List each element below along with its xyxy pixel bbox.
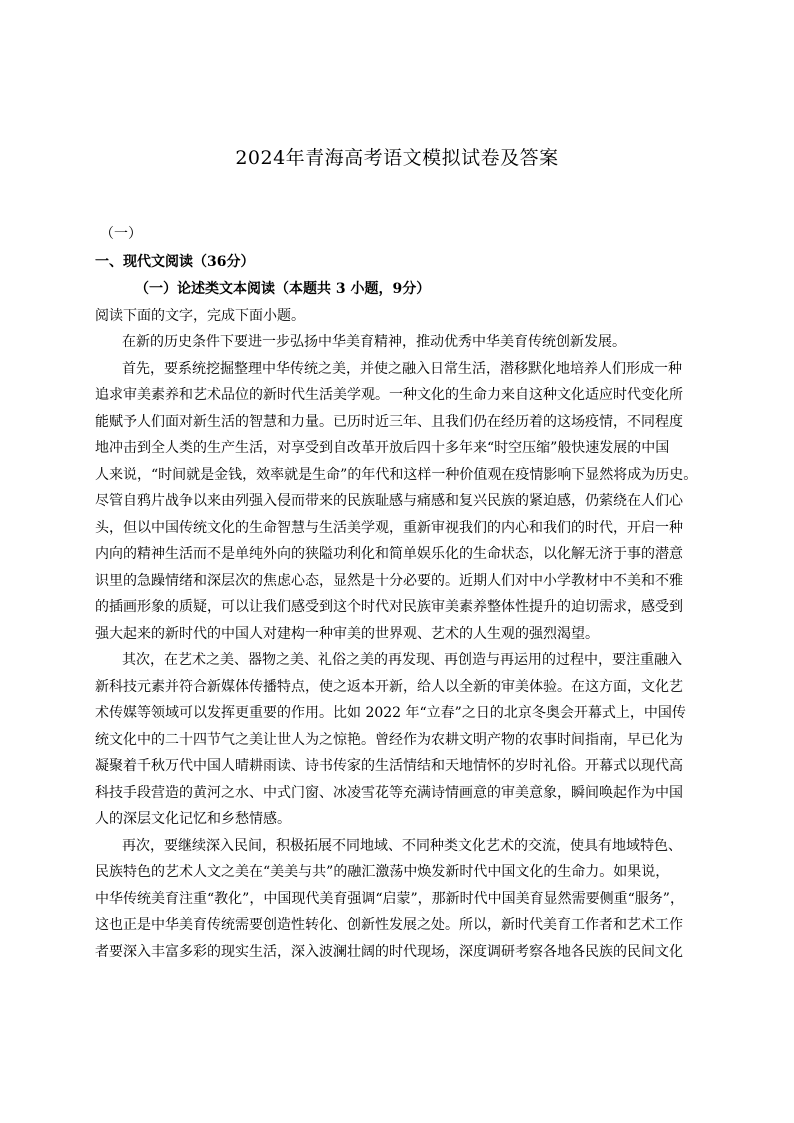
paragraph-line: 者要深入丰富多彩的现实生活，深入波澜壮阔的时代现场，深度调研考察各地各民族的民间文化 bbox=[95, 944, 683, 960]
paragraph-line: 统文化中的二十四节气之美让世人为之惊艳。曾经作为农耕文明产物的农事时间指南，早已化为 bbox=[95, 732, 683, 748]
paragraph-line: 其次，在艺术之美、器物之美、礼俗之美的再发现、再创造与再运用的过程中，要注重融入 bbox=[122, 652, 682, 668]
paragraph-line: 在新的历史条件下要进一步弘扬中华美育精神，推动优秀中华美育传统创新发展。 bbox=[122, 334, 626, 350]
paragraph-line: 首先，要系统挖掘整理中华传统之美，并使之融入日常生活，潜移默化地培养人们形成一种 bbox=[122, 361, 682, 377]
paragraph-line: 人来说，“时间就是金钱，效率就是生命”的年代和这样一种价值观在疫情影响下显然将成为历史。 bbox=[95, 467, 698, 483]
instruction-text: 阅读下面的文字，完成下面小题。 bbox=[95, 308, 305, 324]
paragraph-line: 术传媒等领域可以发挥更重要的作用。比如 2022 年“立春”之日的北京冬奥会开幕式上，中国传 bbox=[95, 705, 686, 721]
paragraph-line: 人的深层文化记忆和乡愁情感。 bbox=[95, 811, 291, 827]
section-heading: 一、现代文阅读（36分） bbox=[95, 254, 255, 270]
paragraph-line: 民族特色的艺术人文之美在“美美与共”的融汇激荡中焕发新时代中国文化的生命力。如果说， bbox=[95, 864, 670, 880]
paragraph-line: 追求审美素养和艺术品位的新时代生活美学观。一种文化的生命力来自这种文化适应时代变化所 bbox=[95, 387, 683, 403]
paragraph-line: 凝聚着千秋万代中国人晴耕雨读、诗书传家的生活情结和天地情怀的岁时礼俗。开幕式以现代高 bbox=[95, 758, 683, 774]
paragraph-line: 尽管自鸦片战争以来由列强入侵而带来的民族耻感与痛感和复兴民族的紧迫感，仍萦绕在人们心 bbox=[95, 493, 683, 509]
section-marker: （一） bbox=[100, 226, 142, 242]
paragraph-line: 中华传统美育注重“教化”，中国现代美育强调“启蒙”，那新时代中国美育显然需要侧重“服务”， bbox=[95, 891, 684, 907]
paragraph-line: 强大起来的新时代的中国人对建构一种审美的世界观、艺术的人生观的强烈渴望。 bbox=[95, 626, 599, 642]
paragraph-line: 地冲击到全人类的生产生活，对享受到自改革开放后四十多年来“时空压缩”般快速发展的中国 bbox=[95, 440, 670, 456]
subsection-heading: （一）论述类文本阅读（本题共 3 小题，9分） bbox=[135, 281, 431, 297]
paragraph-line: 科技手段营造的黄河之水、中式门窗、冰凌雪花等充满诗情画意的审美意象，瞬间唤起作为中国 bbox=[95, 785, 683, 801]
paragraph-line: 识里的急躁情绪和深层次的焦虑心态，显然是十分必要的。近期人们对中小学教材中不美和不雅 bbox=[95, 573, 683, 589]
document-title: 2024年青海高考语文模拟试卷及答案 bbox=[235, 147, 559, 169]
paragraph-line: 头，但以中国传统文化的生命智慧与生活美学观，重新审视我们的内心和我们的时代，开启一种 bbox=[95, 520, 683, 536]
paragraph-line: 新科技元素并符合新媒体传播特点，使之返本开新，给人以全新的审美体验。在这方面，文化艺 bbox=[95, 679, 683, 695]
paragraph-line: 再次，要继续深入民间，积极拓展不同地域、不同种类文化艺术的交流，使具有地域特色、 bbox=[122, 838, 682, 854]
paragraph-line: 内向的精神生活而不是单纯外向的狭隘功利化和简单娱乐化的生命状态，以化解无济于事的潜意 bbox=[95, 546, 683, 562]
paragraph-line: 这也正是中华美育传统需要创造性转化、创新性发展之处。所以，新时代美育工作者和艺术工作 bbox=[95, 917, 683, 933]
paragraph-line: 的插画形象的质疑，可以让我们感受到这个时代对民族审美素养整体性提升的迫切需求，感受到 bbox=[95, 599, 683, 615]
paragraph-line: 能赋予人们面对新生活的智慧和力量。已历时近三年、且我们仍在经历着的这场疫情，不同程度 bbox=[95, 414, 683, 430]
